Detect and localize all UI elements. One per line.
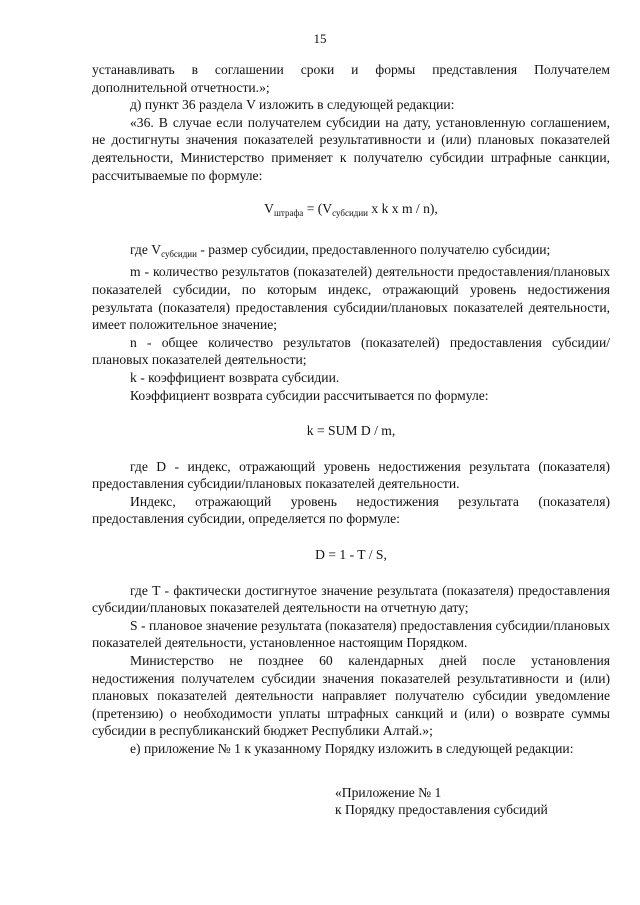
paragraph-k-intro: Коэффициент возврата субсидии рассчитывается по формуле: <box>130 387 489 403</box>
def-v-rest: - размер субсидии, предоставленного получателю субсидии; <box>196 241 551 257</box>
paragraph-def-v <box>92 241 610 264</box>
appendix-heading <box>335 784 610 819</box>
appendix-line-2: к Порядку предоставления субсидий <box>335 802 548 818</box>
formula-rest: x k x m / n), <box>367 201 438 217</box>
paragraph-def-s: S - плановое значение результата (показателя) предоставления субсидии/плановых показателей деятельности, установленное настоящим Порядком. <box>92 617 610 651</box>
formula-sub-penalty: штрафа <box>274 208 304 219</box>
def-v-sub: субсидии <box>161 248 197 259</box>
formula-sub-subsidy: субсидии <box>332 208 368 219</box>
paragraph-def-t: где T - фактически достигнутое значение результата (показателя) предоставления субсидии/плановых показателей деятельности на отчетную дату; <box>92 582 610 616</box>
formula-d: D = 1 - T / S, <box>315 547 387 563</box>
page-number: 15 <box>313 31 327 46</box>
paragraph-continuation: устанавливать в соглашении сроки и формы представления Получателем дополнительной отчетности.»; <box>92 62 610 95</box>
paragraph-def-k: k - коэффициент возврата субсидии. <box>130 369 340 385</box>
paragraph-clause-36: «36. В случае если получателем субсидии на дату, установленную соглашением, не достигнуты значения показателей результативности и (или) плановых показателей деятельности, Министерство применяет к получателю субсидии штрафные санкции, рассчитываемые по формуле: <box>92 114 610 183</box>
paragraph-def-n: n - общее количество результатов (показателей) предоставления субсидии/плановых показателей деятельности; <box>92 334 610 368</box>
paragraph-def-m: m - количество результатов (показателей) деятельности предоставления/плановых показателей субсидии, по которым индекс, отражающий уровень недостижения результата (показателя) предоставления субсидии/плановых показателей деятельности, имеет положительное значение; <box>92 264 610 333</box>
appendix-line-1: «Приложение № 1 <box>335 784 442 800</box>
formula-v-symbol: V <box>264 201 274 217</box>
paragraph-item-d: д) пункт 36 раздела V изложить в следующей редакции: <box>130 97 455 113</box>
paragraph-ministry: Министерство не позднее 60 календарных дней после установления недостижения получателем субсидии значения показателей результативности и (или) плановых показателей деятельности направляет получателю субсидии уведомление (претензию) о необходимости уплаты штрафных санкций и (или) о возврате суммы субсидии в республиканский бюджет Республики Алтай.»; <box>92 653 610 739</box>
formula-penalty <box>92 200 610 223</box>
formula-eq-open: = (V <box>303 201 333 217</box>
def-v-prefix: где V <box>130 241 162 257</box>
paragraph-item-e: е) приложение № 1 к указанному Порядку изложить в следующей редакции: <box>130 741 574 756</box>
paragraph-d-intro: Индекс, отражающий уровень недостижения результата (показателя) предоставления субсидии, определяется по формуле: <box>92 493 610 527</box>
document-body <box>92 61 610 819</box>
formula-k: k = SUM D / m, <box>306 423 396 439</box>
paragraph-def-d: где D - индекс, отражающий уровень недостижения результата (показателя) предоставления субсидии/плановых показателей деятельности. <box>92 458 610 492</box>
